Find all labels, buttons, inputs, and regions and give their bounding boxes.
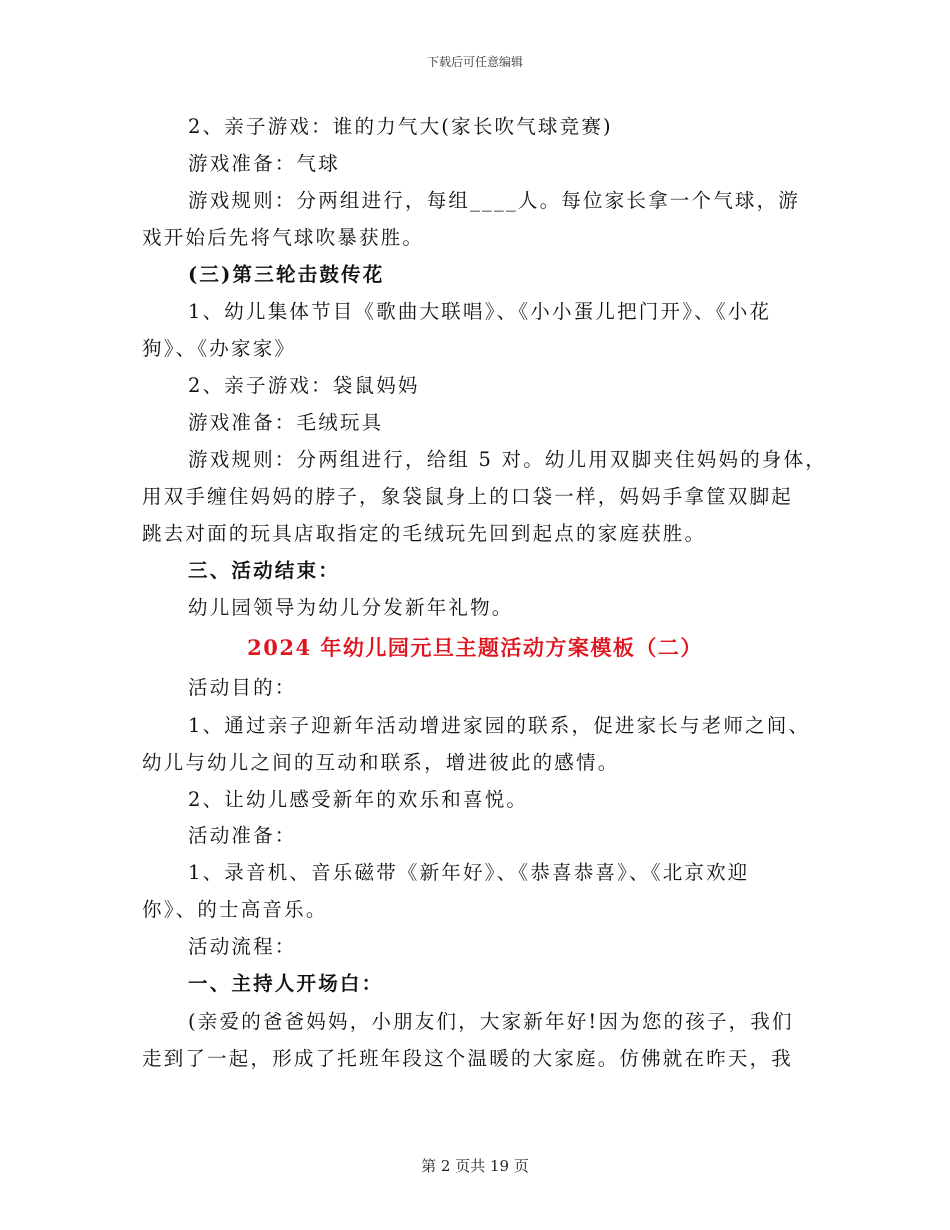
page-header: 下载后可任意编辑 xyxy=(426,55,523,69)
paragraph-line: 活动目的： xyxy=(188,676,297,699)
paragraph-line: 狗》、《办家家》 xyxy=(142,337,297,360)
paragraph-line: (亲爱的爸爸妈妈，小朋友们，大家新年好!因为您的孩子，我们 xyxy=(188,1010,794,1033)
paragraph-line: 活动准备： xyxy=(188,824,297,847)
paragraph-line: 幼儿与幼儿之间的互动和联系，增进彼此的感情。 xyxy=(142,751,620,774)
paragraph-line: 1、录音机、音乐磁带《新年好》、《恭喜恭喜》、《北京欢迎 xyxy=(188,861,750,884)
paragraph-line: 你》、的士高音乐。 xyxy=(142,898,328,921)
section-heading: 一、主持人开场白： xyxy=(188,972,384,995)
paragraph-line: 幼儿园领导为幼儿分发新年礼物。 xyxy=(188,596,514,619)
paragraph-line: 用双手缠住妈妈的脖子，象袋鼠身上的口袋一样，妈妈手拿筐双脚起 xyxy=(142,485,794,508)
paragraph-line: 游戏准备：毛绒玩具 xyxy=(188,411,384,434)
paragraph-line: 跳去对面的玩具店取指定的毛绒玩先回到起点的家庭获胜。 xyxy=(142,522,707,545)
document-title: 2024 年幼儿园元旦主题活动方案模板（二） xyxy=(247,635,703,660)
paragraph-line: 2、亲子游戏：袋鼠妈妈 xyxy=(188,374,420,397)
paragraph-line: 走到了一起，形成了托班年段这个温暖的大家庭。仿佛就在昨天，我 xyxy=(142,1047,794,1070)
paragraph-line: 1、幼儿集体节目《歌曲大联唱》、《小小蛋儿把门开》、《小花 xyxy=(188,300,772,323)
paragraph-line: 2、让幼儿感受新年的欢乐和喜悦。 xyxy=(188,788,529,811)
page-footer: 第 2 页共 19 页 xyxy=(421,1157,529,1175)
paragraph-line: 1、通过亲子迎新年活动增进家园的联系，促进家长与老师之间、 xyxy=(188,714,811,737)
paragraph-line: 游戏准备：气球 xyxy=(188,152,340,175)
paragraph-line: 2、亲子游戏：谁的力气大(家长吹气球竞赛) xyxy=(188,115,613,138)
paragraph-line: 戏开始后先将气球吹暴获胜。 xyxy=(142,226,425,249)
paragraph-line: 游戏规则：分两组进行，每组____人。每位家长拿一个气球，游 xyxy=(188,189,801,212)
section-heading: 三、活动结束： xyxy=(188,559,340,582)
paragraph-line: 活动流程： xyxy=(188,935,297,958)
paragraph-line: 游戏规则：分两组进行，给组 5 对。幼儿用双脚夹住妈妈的身体， xyxy=(188,448,828,471)
section-heading: (三)第三轮击鼓传花 xyxy=(188,263,385,286)
